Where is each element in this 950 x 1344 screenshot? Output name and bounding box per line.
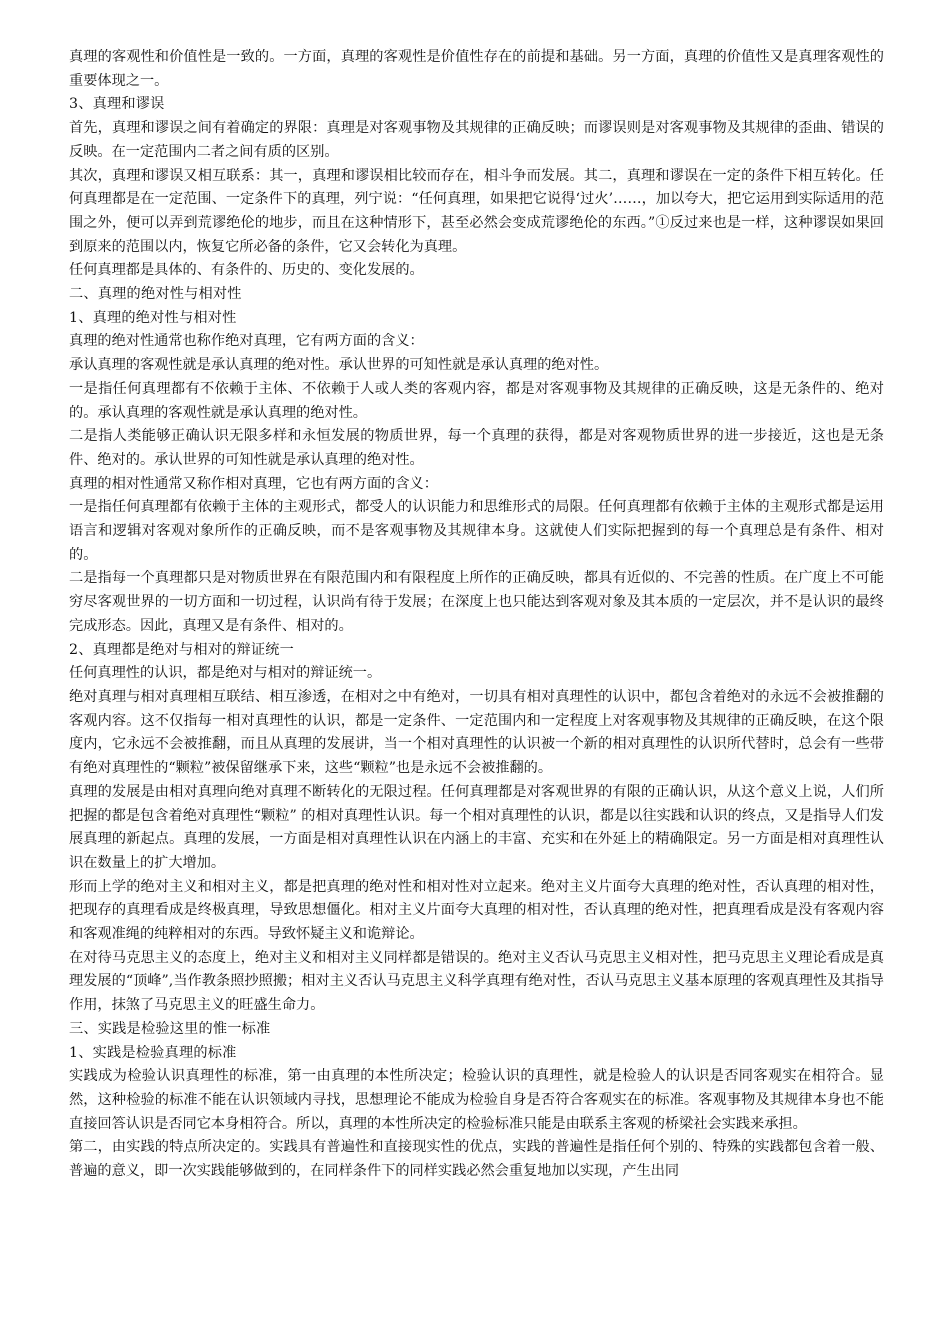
paragraph-metaphysics: 形而上学的绝对主义和相对主义，都是把真理的绝对性和相对性对立起来。绝对主义片面夸大真理的绝对性，否认真理的相对性，把现存的真理看成是终极真理，导致思想僵化。相对主义片面夸大真理的相对性，否认真理的绝对性，把真理看成是没有客观内容和客观准绳的纯粹相对的东西。导致怀疑主义和诡辩论。 bbox=[69, 878, 884, 943]
paragraph-marxism-attitude: 在对待马克思主义的态度上，绝对主义和相对主义同样都是错误的。绝对主义否认马克思主义相对性，把马克思主义理论看成是真理发展的“顶峰”,当作教条照抄照搬；相对主义否认马克思主义科学真理有绝对性，否认马克思主义基本原理的客观真理性及其指导作用，抹煞了马克思主义的旺盛生命力。 bbox=[69, 949, 884, 1014]
paragraph-absolute-truth-summary: 承认真理的客观性就是承认真理的绝对性。承认世界的可知性就是承认真理的绝对性。 bbox=[69, 357, 609, 374]
paragraph-relative-point-two: 二是指每一个真理都只是对物质世界在有限范围内和有限程度上所作的正确反映，都具有近似的、不完善的性质。在广度上不可能穷尽客观世界的一切方面和一切过程，认识尚有待于发展；在深度上也只能达到客观对象及其本质的一定层次，并不是认识的最终完成形态。因此，真理又是有条件、相对的。 bbox=[69, 570, 884, 634]
paragraph-concrete-truth: 任何真理都是具体的、有条件的、历史的、变化发展的。 bbox=[69, 262, 424, 279]
paragraph-practice-first-reason: 实践成为检验认识真理性的标准，第一由真理的本性所决定；检验认识的真理性，就是检验人的认识是否同客观实在相符合。显然，这种检验的标准不能在认识领域内寻找，思想理论不能成为检验自身是否符合客观实在的标准。客观事物及其规律本身也不能直接回答认识是否同它本身相符合。所以，真理的本性所决定的检验标准只能是由联系主客观的桥梁社会实践来承担。 bbox=[69, 1068, 884, 1132]
paragraph-mutual-connection: 其次，真理和谬误又相互联系：其一，真理和谬误相比较而存在，相斗争而发展。其二，真理和谬误在一定的条件下相互转化。任何真理都是在一定范围、一定条件下的真理，列宁说：“任何真理，如果把它说得‘过火’……，加以夸大，把它运用到实际适用的范围之外，便可以弄到荒谬绝伦的地步，而且在这种情形下，甚至必然会变成荒谬绝伦的东西。”①反过来也是一样，这种谬误如果回到原来的范围以内，恢复它所必备的条件，它又会转化为真理。 bbox=[69, 167, 884, 255]
section-heading-absolute-relative: 1、真理的绝对性与相对性 bbox=[69, 309, 237, 326]
chapter-heading-practice-standard: 三、实践是检验这里的惟一标准 bbox=[69, 1020, 271, 1037]
paragraph-absolute-truth-definition: 真理的绝对性通常也称作绝对真理，它有两方面的含义： bbox=[69, 333, 424, 350]
paragraph-boundary: 首先，真理和谬误之间有着确定的界限：真理是对客观事物及其规律的正确反映；而谬误则是对客观事物及其规律的歪曲、错误的反映。在一定范围内二者之间有质的区别。 bbox=[69, 120, 884, 160]
paragraph-dialectical-unity: 任何真理性的认识，都是绝对与相对的辩证统一。 bbox=[69, 665, 382, 682]
paragraph-absolute-point-one: 一是指任何真理都有不依赖于主体、不依赖于人或人类的客观内容，都是对客观事物及其规律的正确反映，这是无条件的、绝对的。承认真理的客观性就是承认真理的绝对性。 bbox=[69, 380, 884, 421]
section-heading-truth-and-error: 3、真理和谬误 bbox=[69, 96, 165, 113]
paragraph-practice-second-reason: 第二，由实践的特点所决定的。实践具有普遍性和直接现实性的优点，实践的普遍性是指任何个别的、特殊的实践都包含着一般、普遍的意义，即一次实践能够做到的，在同样条件下的同样实践必然会重复地加以实现，产生出同 bbox=[69, 1139, 884, 1180]
section-heading-dialectical-unity: 2、真理都是绝对与相对的辩证统一 bbox=[69, 641, 295, 658]
document-page bbox=[69, 46, 884, 1184]
section-heading-practice-standard: 1、实践是检验真理的标准 bbox=[69, 1044, 237, 1061]
paragraph-interconnection: 绝对真理与相对真理相互联结、相互渗透，在相对之中有绝对，一切具有相对真理性的认识中，都包含着绝对的永远不会被推翻的客观内容。这不仅指每一相对真理性的认识，都是一定条件、一定范围内和一定程度上对客观事物及其规律的正确反映，在这个限度内，它永远不会被推翻，而且从真理的发展讲，当一个相对真理性的认识被一个新的相对真理性的认识所代替时，总会有一些带有绝对真理性的“颗粒”被保留继承下来，这些“颗粒”也是永远不会被推翻的。 bbox=[69, 688, 884, 777]
paragraph-development-process: 真理的发展是由相对真理向绝对真理不断转化的无限过程。任何真理都是对客观世界的有限的正确认识，从这个意义上说，人们所把握的都是包含着绝对真理性“颗粒” 的相对真理性认识。每一个相对真理性的认识，都是以往实践和认识的终点，又是指导人们发展真理的新起点。真理的发展，一方面是相对真理性认识在内涵上的丰富、充实和在外延上的精确限定。另一方面是相对真理性认识在数量上的扩大增加。 bbox=[69, 783, 884, 871]
paragraph-absolute-point-two: 二是指人类能够正确认识无限多样和永恒发展的物质世界，每一个真理的获得，都是对客观物质世界的进一步接近，这也是无条件、绝对的。承认世界的可知性就是承认真理的绝对性。 bbox=[69, 428, 884, 468]
paragraph-relative-point-one: 一是指任何真理都有依赖于主体的主观形式，都受人的认识能力和思维形式的局限。任何真理都有依赖于主体的主观形式都是运用语言和逻辑对客观对象所作的正确反映，而不是客观事物及其规律本身。这就使人们实际把握到的每一个真理总是有条件、相对的。 bbox=[69, 499, 884, 563]
paragraph-truth-objectivity-value: 真理的客观性和价值性是一致的。一方面，真理的客观性是价值性存在的前提和基础。另一方面，真理的价值性又是真理客观性的重要体现之一。 bbox=[69, 49, 884, 89]
paragraph-relative-truth-definition: 真理的相对性通常又称作相对真理，它也有两方面的含义： bbox=[69, 475, 438, 492]
chapter-heading-absolute-relative: 二、真理的绝对性与相对性 bbox=[69, 286, 242, 303]
